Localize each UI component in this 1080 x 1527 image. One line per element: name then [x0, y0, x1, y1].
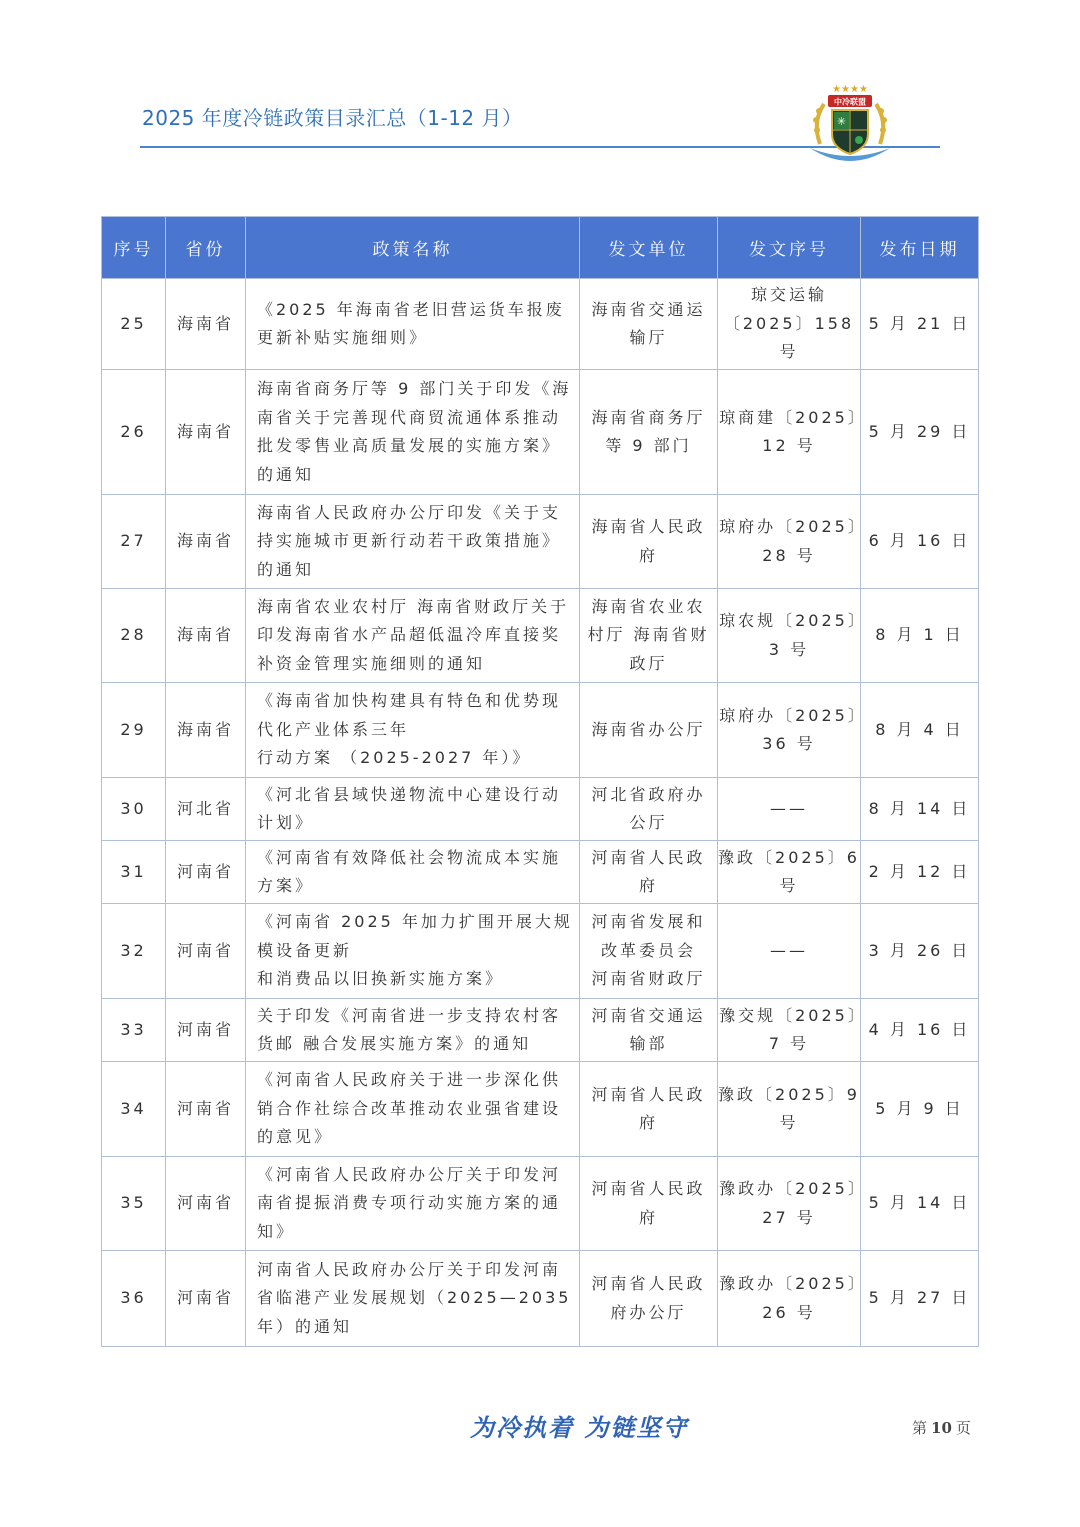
row-province: 海南省: [166, 495, 246, 589]
row-seq: 28: [102, 589, 166, 683]
header-doc-number: 发文序号: [718, 217, 861, 279]
header-seq: 序号: [102, 217, 166, 279]
emblem-logo-icon: [808, 82, 892, 168]
table-row: [102, 904, 979, 999]
row-issuer: 海南省农业农村厅 海南省财政厅: [580, 589, 718, 683]
table-row: [102, 683, 979, 778]
row-policy-name: 《河南省有效降低社会物流成本实施方案》: [246, 841, 580, 904]
row-policy-name: 河南省人民政府办公厅关于印发河南省临港产业发展规划（2025—2035 年）的通知: [246, 1251, 580, 1347]
row-issuer: 河南省人民政府: [580, 1157, 718, 1251]
row-province: 河南省: [166, 1157, 246, 1251]
row-date: 5 月 14 日: [861, 1157, 979, 1251]
row-province: 河南省: [166, 999, 246, 1062]
row-date: 5 月 21 日: [861, 279, 979, 370]
row-province: 河南省: [166, 1062, 246, 1157]
row-doc-number: 琼商建〔2025〕12 号: [718, 370, 861, 495]
table-row: [102, 279, 979, 370]
row-date: 8 月 1 日: [861, 589, 979, 683]
row-doc-number: 豫政〔2025〕6 号: [718, 841, 861, 904]
row-policy-name: 《2025 年海南省老旧营运货车报废更新补贴实施细则》: [246, 279, 580, 370]
policy-table: [101, 216, 979, 1347]
page-number: [912, 1417, 971, 1438]
table-row: [102, 1251, 979, 1347]
header-policy-name: 政策名称: [246, 217, 580, 279]
row-doc-number: 琼农规〔2025〕3 号: [718, 589, 861, 683]
row-policy-name: 《海南省加快构建具有特色和优势现代化产业体系三年 行动方案 （2025-2027 年）》: [246, 683, 580, 778]
table-row: [102, 589, 979, 683]
row-province: 河南省: [166, 1251, 246, 1347]
row-date: 6 月 16 日: [861, 495, 979, 589]
row-date: 5 月 29 日: [861, 370, 979, 495]
row-date: 2 月 12 日: [861, 841, 979, 904]
row-seq: 30: [102, 778, 166, 841]
row-seq: 34: [102, 1062, 166, 1157]
row-doc-number: 豫政办〔2025〕26 号: [718, 1251, 861, 1347]
page-suffix: 页: [955, 1419, 971, 1437]
svg-text:✳: ✳: [836, 115, 847, 128]
document-title: 2025 年度冷链政策目录汇总（1-12 月）: [142, 106, 523, 130]
row-date: 4 月 16 日: [861, 999, 979, 1062]
row-province: 海南省: [166, 370, 246, 495]
logo-text: 中冷联盟: [834, 97, 866, 107]
row-issuer: 海南省商务厅等 9 部门: [580, 370, 718, 495]
row-province: 海南省: [166, 683, 246, 778]
page-prefix: 第: [912, 1419, 928, 1437]
row-province: 河南省: [166, 841, 246, 904]
row-policy-name: 《河南省人民政府办公厅关于印发河南省提振消费专项行动实施方案的通知》: [246, 1157, 580, 1251]
svg-text:★★★★: ★★★★: [832, 84, 868, 95]
row-seq: 33: [102, 999, 166, 1062]
row-issuer: 河南省人民政府: [580, 841, 718, 904]
row-doc-number: ——: [718, 778, 861, 841]
row-province: 海南省: [166, 279, 246, 370]
table-row: [102, 1157, 979, 1251]
row-policy-name: 海南省商务厅等 9 部门关于印发《海南省关于完善现代商贸流通体系推动批发零售业高质量发展的实施方案》的通知: [246, 370, 580, 495]
table-row: [102, 778, 979, 841]
row-issuer: 河南省人民政府办公厅: [580, 1251, 718, 1347]
row-doc-number: 琼府办〔2025〕36 号: [718, 683, 861, 778]
row-date: 5 月 9 日: [861, 1062, 979, 1157]
header-province: 省份: [166, 217, 246, 279]
row-date: 3 月 26 日: [861, 904, 979, 999]
row-policy-name: 《河南省 2025 年加力扩围开展大规模设备更新 和消费品以旧换新实施方案》: [246, 904, 580, 999]
header-date: 发布日期: [861, 217, 979, 279]
row-issuer: 河南省发展和改革委员会 河南省财政厅: [580, 904, 718, 999]
table-row: [102, 999, 979, 1062]
row-doc-number: 琼交运输〔2025〕158 号: [718, 279, 861, 370]
row-issuer: 河南省人民政府: [580, 1062, 718, 1157]
row-province: 海南省: [166, 589, 246, 683]
row-province: 河南省: [166, 904, 246, 999]
table-row: [102, 370, 979, 495]
row-date: 8 月 4 日: [861, 683, 979, 778]
row-seq: 32: [102, 904, 166, 999]
row-seq: 25: [102, 279, 166, 370]
footer-slogan: 为冷执着 为链坚守: [470, 1413, 689, 1442]
row-policy-name: 《河北省县域快递物流中心建设行动计划》: [246, 778, 580, 841]
row-seq: 35: [102, 1157, 166, 1251]
row-policy-name: 海南省人民政府办公厅印发《关于支持实施城市更新行动若干政策措施》的通知: [246, 495, 580, 589]
row-doc-number: 豫政办〔2025〕27 号: [718, 1157, 861, 1251]
row-doc-number: 琼府办〔2025〕28 号: [718, 495, 861, 589]
row-date: 5 月 27 日: [861, 1251, 979, 1347]
table-header-row: [102, 217, 979, 279]
row-seq: 29: [102, 683, 166, 778]
row-issuer: 河南省交通运输部: [580, 999, 718, 1062]
row-seq: 26: [102, 370, 166, 495]
row-seq: 31: [102, 841, 166, 904]
row-seq: 27: [102, 495, 166, 589]
row-policy-name: 海南省农业农村厅 海南省财政厅关于印发海南省水产品超低温冷库直接奖补资金管理实施细则的通知: [246, 589, 580, 683]
page-number-value: 10: [931, 1419, 952, 1437]
table-row: [102, 841, 979, 904]
row-doc-number: 豫政〔2025〕9 号: [718, 1062, 861, 1157]
table-row: [102, 495, 979, 589]
row-province: 河北省: [166, 778, 246, 841]
row-doc-number: ——: [718, 904, 861, 999]
row-issuer: 河北省政府办公厅: [580, 778, 718, 841]
row-issuer: 海南省交通运输厅: [580, 279, 718, 370]
header-issuer: 发文单位: [580, 217, 718, 279]
row-issuer: 海南省办公厅: [580, 683, 718, 778]
row-date: 8 月 14 日: [861, 778, 979, 841]
row-doc-number: 豫交规〔2025〕7 号: [718, 999, 861, 1062]
row-policy-name: 关于印发《河南省进一步支持农村客货邮 融合发展实施方案》的通知: [246, 999, 580, 1062]
table-row: [102, 1062, 979, 1157]
row-issuer: 海南省人民政府: [580, 495, 718, 589]
row-policy-name: 《河南省人民政府关于进一步深化供销合作社综合改革推动农业强省建设的意见》: [246, 1062, 580, 1157]
row-seq: 36: [102, 1251, 166, 1347]
